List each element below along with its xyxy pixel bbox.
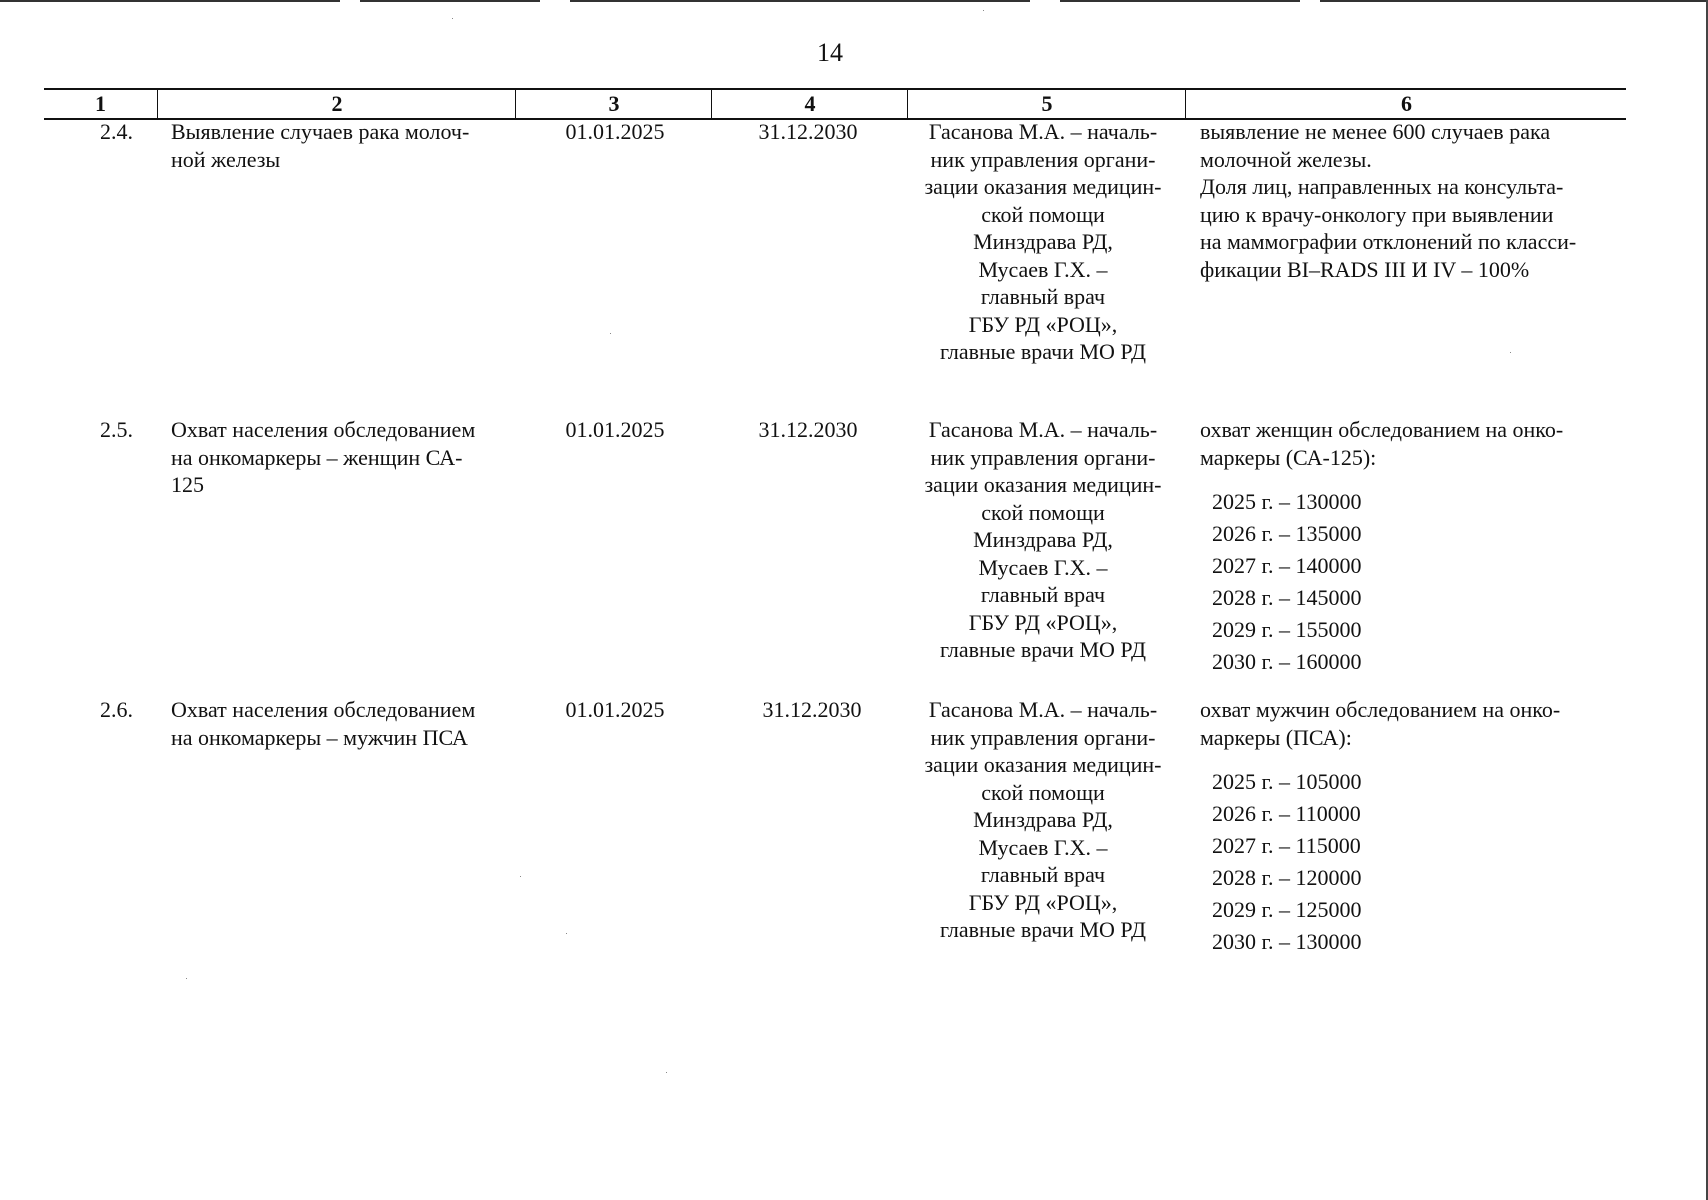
header-col-3: 3	[515, 90, 712, 118]
header-col-2: 2	[157, 90, 516, 118]
scan-speck	[452, 18, 453, 19]
start-date: 01.01.2025	[565, 119, 665, 144]
responsible: Гасанова М.А. – началь- ник управления органи- зации оказания медицин- ской помощи Минздрава РД, Мусаев Г.Х. – главный врач ГБУ РД «РОЦ», главные врачи МО РД	[924, 417, 1162, 662]
start-date: 01.01.2025	[565, 417, 665, 442]
result: охват женщин обследованием на онко- маркеры (СА-125):	[1200, 417, 1564, 470]
row-number: 2.5.	[100, 417, 133, 442]
end-date: 31.12.2030	[758, 417, 858, 442]
row-number: 2.4.	[100, 119, 133, 144]
header-col-4: 4	[711, 90, 908, 118]
scan-speck	[186, 978, 187, 979]
result: выявление не менее 600 случаев рака молочной железы. Доля лиц, направленных на консульта- цию к врачу-онкологу при выявлении на маммографии отклонений по класси- фикации BI–RADS III И IV – 100%	[1200, 119, 1577, 282]
header-col-1: 1	[95, 91, 106, 116]
yearly-targets: 2025 г. – 130000 2026 г. – 135000 2027 г. – 140000 2028 г. – 145000 2029 г. – 155000 2030 г. – 160000	[1212, 489, 1362, 674]
row-number: 2.6.	[100, 697, 133, 722]
measure-name: Охват населения обследованием на онкомаркеры – мужчин ПСА	[171, 697, 476, 750]
responsible: Гасанова М.А. – началь- ник управления органи- зации оказания медицин- ской помощи Минздрава РД, Мусаев Г.Х. – главный врач ГБУ РД «РОЦ», главные врачи МО РД	[924, 119, 1162, 364]
header-col-6: 6	[1185, 90, 1627, 118]
result: охват мужчин обследованием на онко- маркеры (ПСА):	[1200, 697, 1561, 750]
scan-speck	[1510, 352, 1511, 353]
scan-speck	[983, 10, 984, 11]
scan-speck	[566, 933, 567, 934]
header-col-5: 5	[907, 90, 1186, 118]
page-number: 14	[817, 38, 843, 67]
end-date: 31.12.2030	[762, 697, 862, 722]
scan-speck	[520, 876, 521, 877]
top-scan-edge	[0, 0, 1708, 3]
start-date: 01.01.2025	[565, 697, 665, 722]
scan-speck	[610, 333, 611, 334]
measure-name: Выявление случаев рака молоч- ной железы	[171, 119, 470, 172]
end-date: 31.12.2030	[758, 119, 858, 144]
measure-name: Охват населения обследованием на онкомаркеры – женщин СА- 125	[171, 417, 476, 497]
yearly-targets: 2025 г. – 105000 2026 г. – 110000 2027 г. – 115000 2028 г. – 120000 2029 г. – 125000 2030 г. – 130000	[1212, 769, 1362, 954]
responsible: Гасанова М.А. – началь- ник управления органи- зации оказания медицин- ской помощи Минздрава РД, Мусаев Г.Х. – главный врач ГБУ РД «РОЦ», главные врачи МО РД	[924, 697, 1162, 942]
table-header	[44, 88, 1626, 120]
scan-speck	[666, 1072, 667, 1073]
